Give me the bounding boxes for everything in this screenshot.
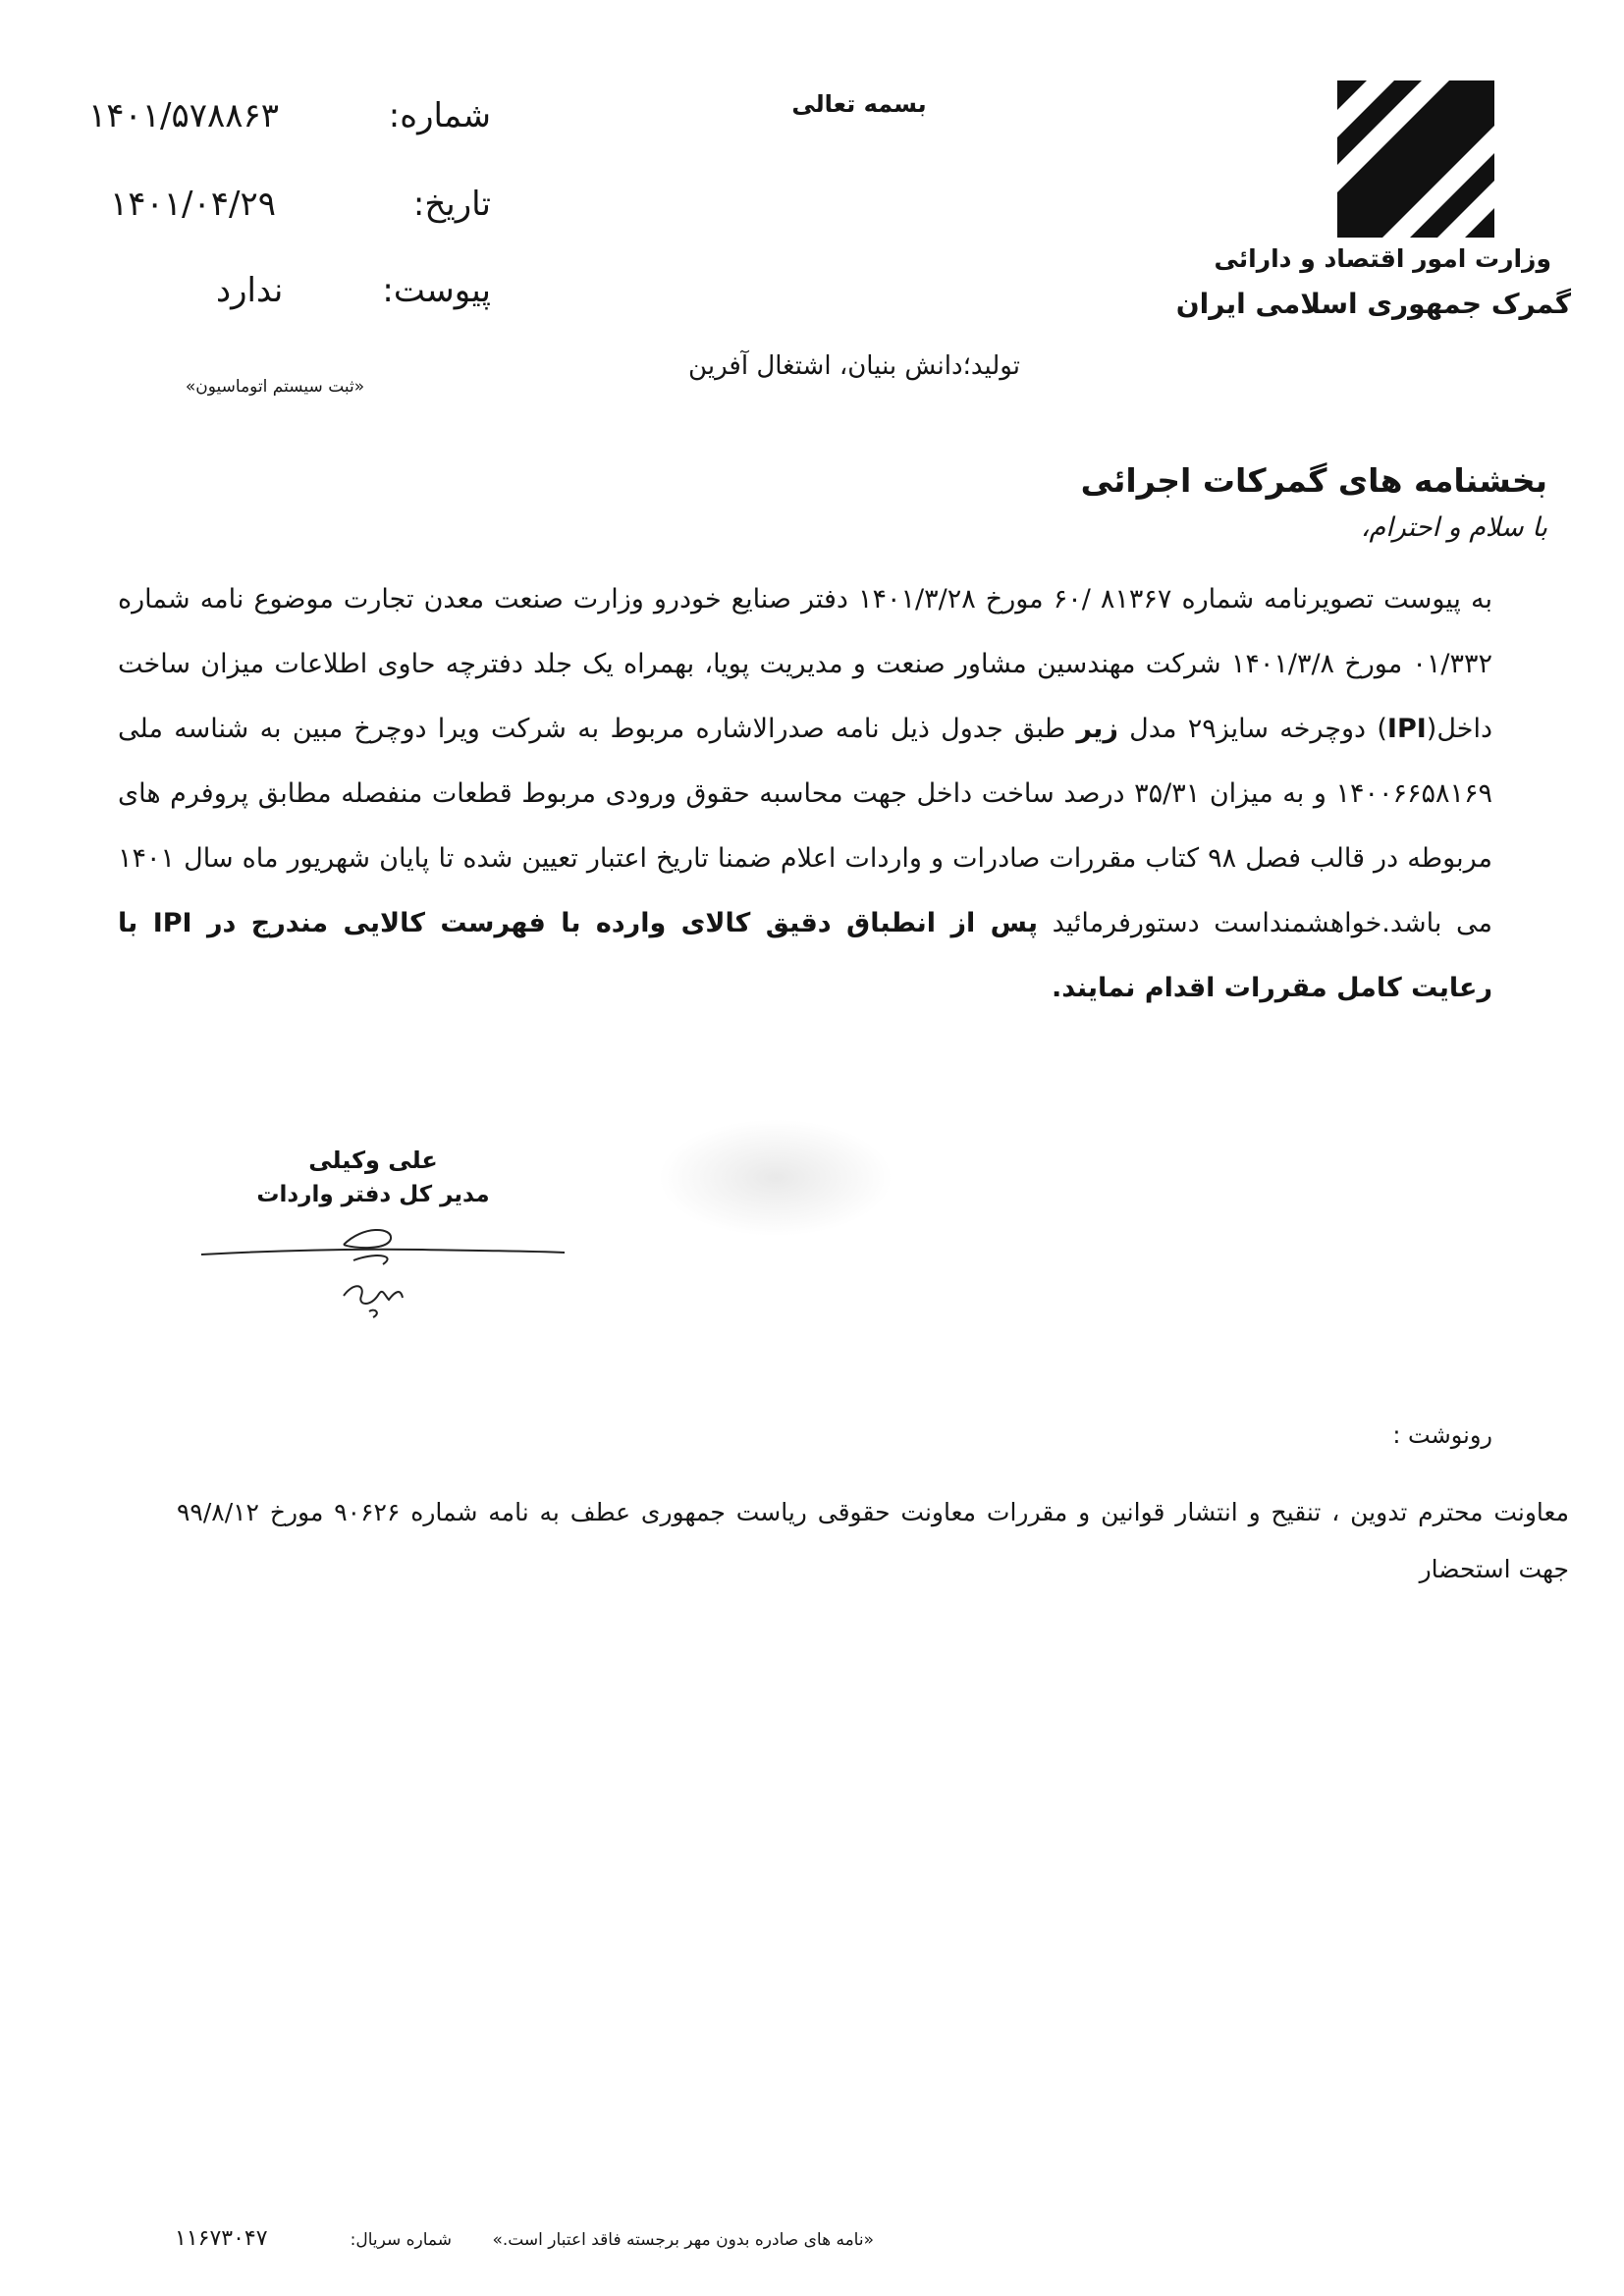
ipi-abbreviation: IPI xyxy=(1386,714,1427,744)
body-text-part-3: طبق جدول ذیل نامه صدرالاشاره مربوط به شرکت ویرا دوچرخ مبین به شناسه ملی ۱۴۰۰۶۶۵۸۱۶۹ و به میزان ۳۵/۳۱ درصد ساخت داخل جهت محاسبه حقوق ورودی مربوط قطعات منفصله مطابق پروفرم های مربوطه در قالب فصل ۹۸ کتاب مقررات صادرات و واردات اعلام ضمنا تاریخ اعتبار تعیین شده تا پایان شهریور ماه سال ۱۴۰۱ می باشد.خواهشمنداست دستورفرمائید xyxy=(118,714,1492,938)
bicycle-model: زیر xyxy=(1076,714,1118,744)
letter-date-value: ۱۴۰۱/۰۴/۲۹ xyxy=(110,185,277,224)
body-text-bold: پس از انطباق دقیق کالای وارده با فهرست کالایی مندرج در IPI با رعایت کامل مقررات اقدام نمایند. xyxy=(118,908,1492,1003)
letter-number-value: ۱۴۰۱/۵۷۸۸۶۳ xyxy=(88,96,280,135)
letter-body xyxy=(118,567,1492,1021)
letter-number-label: شماره: xyxy=(388,96,491,135)
customs-name: گمرک جمهوری اسلامی ایران xyxy=(1175,288,1571,320)
system-note: «ثبت سیستم اتوماسیون» xyxy=(185,377,365,397)
scan-smudge xyxy=(658,1119,893,1237)
letter-date-label: تاریخ: xyxy=(412,185,491,224)
circular-title: بخشنامه های گمرکات اجرائی xyxy=(1080,461,1547,500)
ministry-name: وزارت امور اقتصاد و دارائی xyxy=(1214,244,1551,273)
attachment-label: پیوست: xyxy=(382,271,491,310)
basmala: بسمه تعالی xyxy=(791,90,927,118)
body-text-part-1: به پیوست تصویرنامه شماره ۸۱۳۶۷ /۶۰ مورخ ۱۴۰۱/۳/۲۸ دفتر صنایع خودرو وزارت صنعت معدن تجارت موضوع نامه شماره ۰۱/۳۳۲ مورخ ۱۴۰۱/۳/۸ شرکت مهندسین مشاور صنعت و مدیریت پویا، بهمراه یک جلد دفترچه حاوی اطلاعات میزان ساخت داخل( xyxy=(118,584,1492,744)
handwritten-signature xyxy=(196,1223,569,1321)
signer-name: علی وکیلی xyxy=(308,1147,438,1174)
serial-number-label: شماره سریال: xyxy=(350,2230,452,2250)
serial-number-value: ۱۱۶۷۳۰۴۷ xyxy=(175,2226,268,2251)
letter-date-row xyxy=(79,185,491,234)
customs-logo-icon xyxy=(1337,80,1494,238)
letter-number-row xyxy=(79,96,491,145)
signer-title: مدیر کل دفتر واردات xyxy=(256,1182,490,1207)
greeting: با سلام و احترام، xyxy=(1360,512,1547,543)
motto: تولید؛دانش بنیان، اشتغال آفرین xyxy=(688,351,1020,381)
cc-text: معاونت محترم تدوین ، تنقیح و انتشار قوانین و مقررات معاونت حقوقی ریاست جمهوری عطف به نامه شماره ۹۰۶۲۶ مورخ ۹۹/۸/۱۲ جهت استحضار xyxy=(177,1498,1569,1583)
cc-label: رونوشت : xyxy=(1392,1421,1492,1449)
attachment-row xyxy=(79,271,491,320)
body-text-part-2: ) دوچرخه سایز۲۹ مدل xyxy=(1117,714,1387,744)
footer-note: «نامه های صادره بدون مهر برجسته فاقد اعتبار است.» xyxy=(492,2230,874,2250)
attachment-value: ندارد xyxy=(216,271,284,310)
